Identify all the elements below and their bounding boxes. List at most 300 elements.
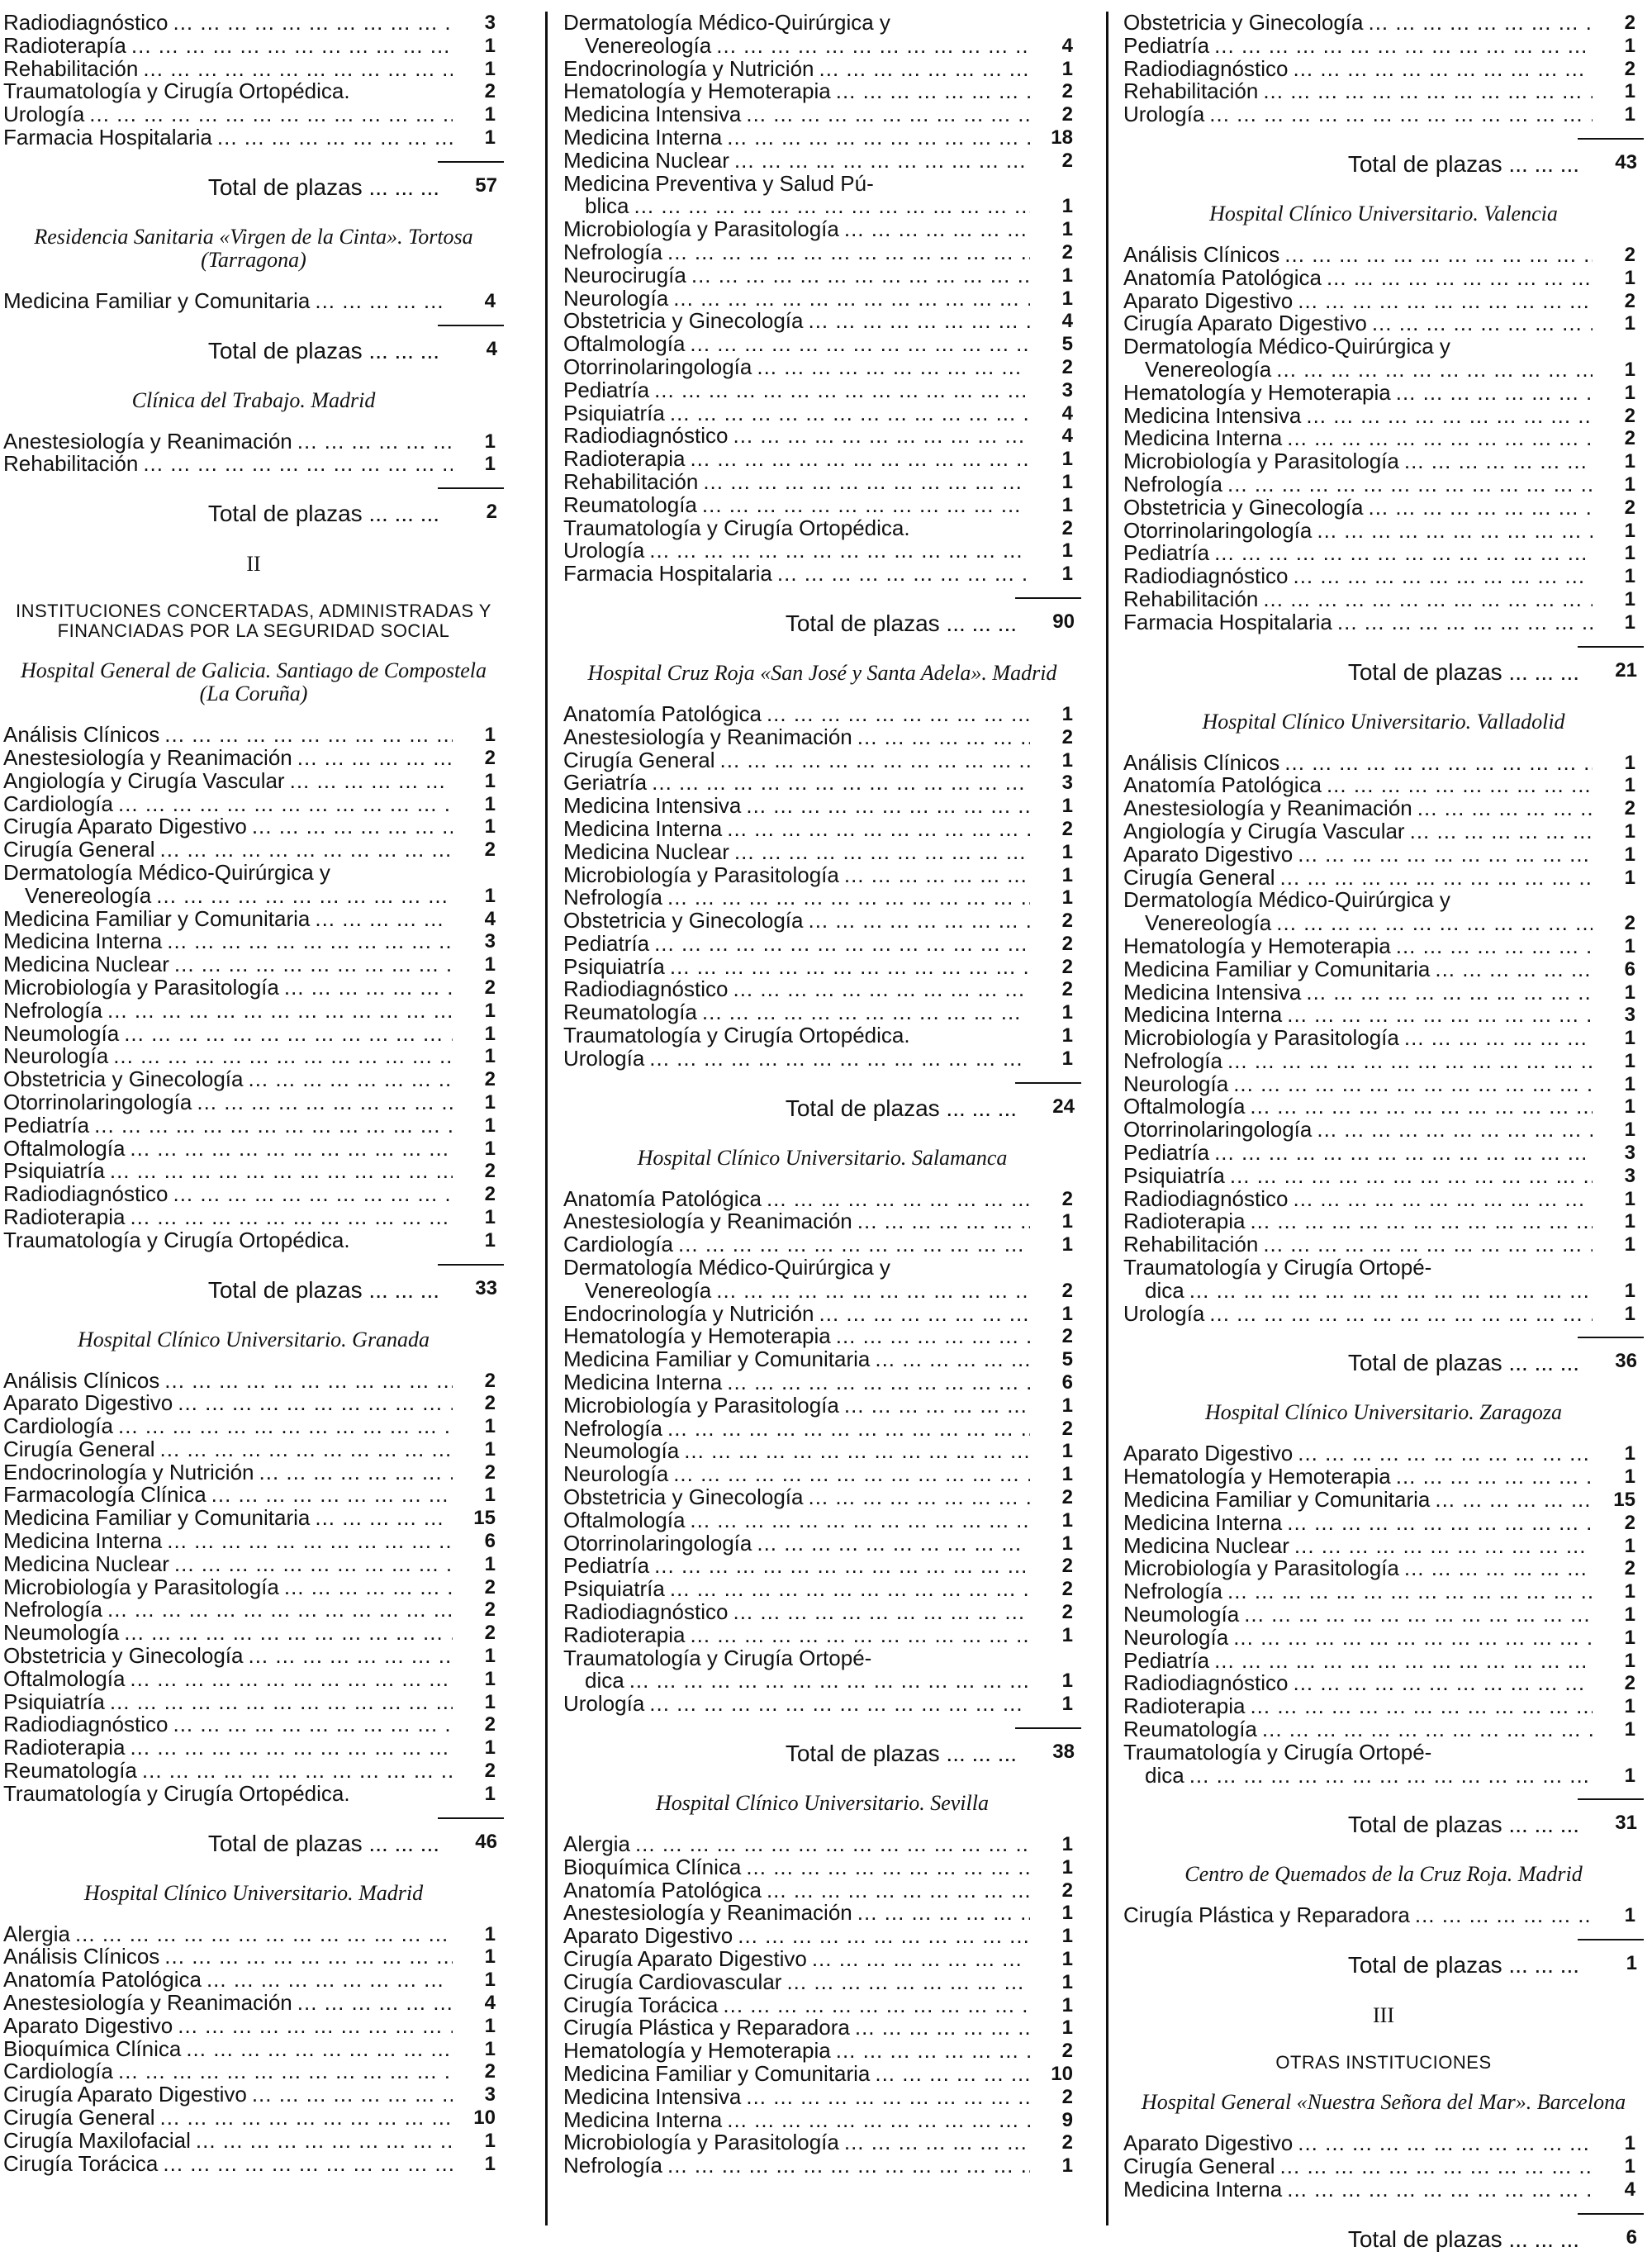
list-item (3, 1780, 504, 1806)
leader-dots (786, 1971, 1030, 1994)
list-item (563, 379, 1081, 402)
leader-dots (124, 1622, 453, 1645)
leader-dots (720, 749, 1030, 772)
leader-dots (355, 80, 453, 103)
leader-dots (156, 885, 453, 908)
total-label: Total de plazas ... ... ... (207, 1830, 439, 1856)
list-item (3, 1530, 504, 1553)
specialty-name: Cirugía Plástica y Reparadora (563, 2015, 850, 2040)
specialty-name: Urología (1123, 1300, 1205, 1326)
leader-dots (703, 471, 1030, 494)
places-count: 1 (484, 1484, 496, 1507)
specialty-name: Reumatología (563, 492, 697, 517)
specialty-name: Venereología (25, 882, 152, 908)
places-count: 5 (1061, 333, 1073, 356)
places-count: 3 (1624, 1164, 1635, 1187)
specialty-name: Radioterapia (1123, 1209, 1246, 1234)
list-item (3, 287, 504, 313)
places-count: 2 (1624, 12, 1635, 34)
list-item (3, 838, 504, 862)
list-item (1123, 1142, 1644, 1165)
leader-dots (1298, 290, 1593, 313)
leader-dots (186, 2038, 453, 2061)
specialty-name: Medicina Preventiva y Salud Pú- (563, 170, 874, 196)
list-item (563, 1348, 1081, 1371)
total-row (3, 1264, 504, 1312)
specialty-name: blica (585, 193, 629, 219)
places-count: 1 (1624, 981, 1635, 1004)
specialty-name: Pediatría (3, 1112, 90, 1138)
leader-dots (684, 1440, 1030, 1463)
places-count: 1 (1061, 840, 1073, 863)
list-item (3, 2150, 504, 2176)
places-count: 2 (1061, 1486, 1073, 1509)
hospital-heading: Hospital Clínico Universitario. Valladolid (1202, 709, 1565, 734)
hospital-heading: Clínica del Trabajo. Madrid (131, 387, 376, 412)
places-count: 3 (484, 930, 496, 953)
places-count: 2 (1624, 496, 1635, 519)
specialty-name: Dermatología Médico-Quirúrgica y (563, 10, 890, 35)
places-count: 1 (1624, 1187, 1635, 1210)
specialty-name: Anestesiología y Reanimación (1123, 796, 1412, 821)
places-count: 1 (1624, 1580, 1635, 1603)
specialty-name: Endocrinología y Nutrición (3, 1459, 254, 1484)
specialty-name: Dermatología Médico-Quirúrgica y (563, 1255, 890, 1280)
specialty-name: Aparato Digestivo (1123, 841, 1294, 867)
specialty-name: Bioquímica Clínica (3, 2035, 182, 2061)
leader-dots (1250, 1095, 1593, 1119)
list-item (1123, 611, 1644, 634)
specialty-name: Dermatología Médico-Quirúrgica y (1123, 334, 1450, 359)
specialty-name: Rehabilitación (1123, 586, 1259, 611)
list-item (3, 430, 504, 454)
leader-dots (1250, 1210, 1593, 1233)
total-label: Total de plazas ... ... ... (1347, 1952, 1579, 1978)
leader-dots (1298, 843, 1593, 867)
total-label: Total de plazas ... ... ... (785, 1741, 1017, 1766)
list-item (563, 12, 1081, 35)
list-item (1123, 2132, 1644, 2155)
places-count: 6 (1624, 957, 1635, 981)
total-value: 6 (1626, 2225, 1637, 2249)
leader-dots (173, 1713, 453, 1736)
places-count: 2 (484, 1369, 496, 1392)
leader-dots (1298, 2132, 1593, 2155)
places-count: 2 (484, 1183, 496, 1206)
specialty-name: dica (585, 1668, 624, 1693)
leader-dots (875, 1348, 1030, 1371)
leader-dots (812, 1948, 1030, 1971)
specialty-name: Radiodiagnóstico (3, 1181, 169, 1207)
leader-dots (649, 1693, 1030, 1716)
specialty-name: Análisis Clínicos (3, 1944, 160, 1969)
list-item (563, 287, 1081, 311)
list-item (3, 1992, 504, 2015)
total-value: 46 (475, 1830, 497, 1853)
specialty-name: Cirugía General (1123, 2154, 1275, 2178)
specialty-name: Endocrinología y Nutrición (563, 1300, 814, 1326)
list-item (3, 1020, 504, 1046)
places-count: 2 (484, 1392, 496, 1415)
hospital-heading: Hospital General de Galicia. Santiago de Compostela (La Coruña) (20, 658, 487, 706)
list-item (3, 1598, 504, 1622)
total-value: 90 (1052, 610, 1075, 633)
list-item (3, 2127, 504, 2153)
leader-dots (1294, 1535, 1593, 1558)
leader-dots (107, 1000, 453, 1023)
list-item (3, 1665, 504, 1691)
leader-dots (174, 1553, 453, 1576)
specialty-name: Traumatología y Cirugía Ortopé- (1123, 1255, 1432, 1280)
list-item (563, 494, 1081, 517)
list-item (563, 264, 1081, 287)
specialty-name: Pediatría (563, 1553, 650, 1579)
total-row (1123, 1939, 1644, 1987)
places-count: 1 (1061, 1233, 1073, 1256)
leader-dots (252, 2083, 453, 2107)
leader-dots (723, 1994, 1030, 2017)
list-item (3, 1229, 504, 1252)
list-item (3, 55, 504, 81)
list-item (563, 1994, 1081, 2017)
places-count: 1 (1061, 1855, 1073, 1879)
specialty-name: Venereología (1145, 910, 1272, 936)
leader-dots (217, 126, 453, 150)
specialty-name: Análisis Clínicos (1123, 241, 1280, 267)
leader-dots (733, 425, 1030, 448)
specialty-name: Aparato Digestivo (1123, 2130, 1294, 2156)
leader-dots (727, 2109, 1030, 2132)
list-item (1123, 1647, 1644, 1673)
list-item (3, 1553, 504, 1576)
places-count: 1 (1061, 1693, 1073, 1716)
total-value: 38 (1052, 1741, 1075, 1763)
leader-dots (1287, 1004, 1593, 1027)
specialty-name: Neurología (1123, 1071, 1229, 1096)
leader-dots (1227, 1050, 1593, 1073)
places-count: 2 (1061, 355, 1073, 378)
places-count: 2 (484, 1760, 496, 1783)
specialty-name: dica (1145, 1762, 1184, 1788)
list-item (563, 1233, 1081, 1256)
specialty-name: Aparato Digestivo (563, 1923, 733, 1949)
list-valladolid (1123, 749, 1644, 1326)
places-count: 4 (484, 907, 496, 930)
leader-dots (635, 1833, 1030, 1856)
leader-dots (315, 290, 453, 313)
places-count: 2 (484, 1622, 496, 1645)
specialty-name: Cirugía Aparato Digestivo (563, 1945, 807, 1971)
list-item (1123, 1185, 1644, 1211)
specialty-name: Cirugía General (3, 837, 155, 862)
leader-dots (734, 150, 1030, 173)
leader-dots (1436, 1256, 1593, 1280)
places-count: 1 (1061, 448, 1073, 471)
specialty-name: Oftalmología (563, 331, 686, 357)
section-number: III (1373, 2003, 1394, 2028)
leader-dots (1280, 2155, 1593, 2178)
list-cruzroja (563, 703, 1081, 1071)
places-count: 2 (484, 1461, 496, 1484)
list-item (3, 1945, 504, 1969)
specialty-name: Cirugía Torácica (563, 1992, 719, 2017)
leader-dots (667, 241, 1030, 264)
leader-dots (1435, 1489, 1593, 1512)
specialty-name: Medicina Familiar y Comunitaria (563, 1347, 871, 1372)
leader-dots (1396, 1465, 1593, 1489)
specialty-name: Psiquiatría (563, 400, 665, 425)
list-item (3, 12, 504, 35)
leader-dots (1404, 1557, 1593, 1580)
specialty-name: Hematología y Hemoterapia (1123, 379, 1391, 405)
leader-dots (667, 2154, 1030, 2178)
list-item (563, 356, 1081, 379)
specialty-name: Hematología y Hemoterapia (563, 1323, 831, 1349)
total-row (1123, 138, 1644, 186)
places-count: 1 (1061, 1508, 1073, 1532)
total-value: 24 (1052, 1095, 1075, 1118)
leader-dots (746, 795, 1030, 818)
specialty-name: Medicina Interna (563, 1370, 723, 1395)
specialty-name: Microbiología y Parasitología (3, 974, 279, 1000)
places-count: 1 (1624, 843, 1635, 866)
places-count: 1 (1624, 2132, 1635, 2155)
specialty-name: Medicina Nuclear (3, 1551, 169, 1576)
specialty-name: Cirugía Maxilofacial (3, 2127, 191, 2153)
leader-dots (1368, 12, 1593, 35)
list-item (563, 2109, 1081, 2132)
specialty-name: Venereología (585, 1277, 712, 1303)
list-item (1123, 103, 1644, 126)
places-count: 1 (1624, 2155, 1635, 2178)
list-item (3, 882, 504, 908)
places-count: 1 (1624, 934, 1635, 957)
leader-dots (1227, 473, 1593, 496)
total-value: 36 (1615, 1350, 1637, 1373)
specialty-name: Microbiología y Parasitología (3, 1574, 279, 1599)
places-count: 2 (1061, 978, 1073, 1001)
leader-dots (836, 2040, 1030, 2063)
leader-dots (808, 1486, 1030, 1509)
specialty-name: Urología (563, 538, 645, 563)
leader-dots (670, 1578, 1030, 1601)
specialty-name: Nefrología (563, 239, 662, 264)
list-item (3, 1135, 504, 1161)
specialty-name: Anestesiología y Reanimación (563, 724, 852, 749)
list-item (1123, 80, 1644, 103)
list-item (563, 539, 1081, 563)
specialty-name: Medicina Familiar y Comunitaria (563, 2060, 871, 2086)
list-item (3, 1645, 504, 1668)
places-count: 1 (1624, 1442, 1635, 1465)
specialty-name: Obstetricia y Ginecología (563, 308, 804, 334)
specialty-name: Farmacia Hospitalaria (3, 124, 212, 150)
places-count: 2 (1061, 516, 1073, 539)
places-count: 1 (1624, 1904, 1635, 1927)
list-item (563, 1047, 1081, 1071)
leader-dots (160, 838, 453, 862)
leader-dots (727, 818, 1030, 841)
leader-dots (1293, 1672, 1593, 1695)
list-item (563, 1277, 1081, 1303)
places-count: 1 (1624, 1233, 1635, 1256)
leader-dots (1298, 1442, 1593, 1465)
list-item (1123, 820, 1644, 843)
places-count: 2 (1624, 912, 1635, 935)
places-count: 1 (1624, 312, 1635, 335)
list-mar (1123, 2132, 1644, 2201)
list-item (563, 1256, 1081, 1280)
list-item (3, 2083, 504, 2107)
places-count: 1 (1061, 795, 1073, 818)
places-count: 1 (484, 1969, 496, 1992)
list-item (3, 453, 504, 476)
list-item (3, 724, 504, 747)
places-count: 1 (1061, 287, 1073, 310)
places-count: 1 (484, 724, 496, 747)
list-item (1123, 1532, 1644, 1558)
leader-dots (284, 976, 453, 1000)
specialty-name: Oftalmología (3, 1135, 126, 1161)
list-item (1123, 774, 1644, 797)
specialty-name: Medicina Interna (1123, 1002, 1283, 1028)
list-item (1123, 935, 1644, 958)
list-item (3, 1484, 504, 1507)
specialty-name: Nefrología (3, 997, 102, 1023)
specialty-name: Hematología y Hemoterapia (563, 2038, 831, 2064)
specialty-name: Aparato Digestivo (3, 1390, 173, 1416)
specialty-name: Radioterapia (3, 1204, 126, 1229)
leader-dots (1306, 981, 1593, 1005)
list-quemados (1123, 1904, 1644, 1927)
leader-dots (915, 517, 1030, 540)
list-item (3, 2060, 504, 2083)
leader-dots (174, 953, 453, 976)
specialty-name: Angiología y Cirugía Vascular (3, 767, 285, 793)
places-count: 2 (1061, 103, 1073, 126)
specialty-name: Anestesiología y Reanimación (563, 1900, 852, 1926)
specialty-name: Pediatría (563, 930, 650, 956)
specialty-name: Microbiología y Parasitología (1123, 1025, 1399, 1051)
list-item (1123, 542, 1644, 565)
specialty-name: Radioterapia (563, 446, 686, 472)
specialty-name: Radioterapia (1123, 1693, 1246, 1719)
places-count: 1 (1061, 863, 1073, 886)
list-item (1123, 1741, 1644, 1765)
specialty-name: Cirugía General (563, 747, 715, 772)
leader-dots (757, 1532, 1030, 1556)
list-item (1123, 1047, 1644, 1073)
specialty-name: Cirugía Aparato Digestivo (1123, 311, 1367, 336)
list-item (1123, 1442, 1644, 1465)
places-count: 1 (1061, 1993, 1073, 2016)
list-item (1123, 1904, 1644, 1927)
places-count: 2 (1624, 797, 1635, 820)
list-item (1123, 1027, 1644, 1050)
list-item (3, 1691, 504, 1714)
leader-dots (673, 287, 1030, 311)
places-count: 2 (484, 746, 496, 769)
places-count: 2 (1061, 1578, 1073, 1601)
places-count: 2 (1061, 1325, 1073, 1348)
list-item (563, 795, 1081, 818)
list-item (1123, 12, 1644, 35)
places-count: 1 (484, 769, 496, 792)
places-count: 1 (484, 1137, 496, 1160)
specialty-name: Radiodiagnóstico (563, 1599, 729, 1625)
total-value: 31 (1615, 1812, 1637, 1835)
total-label: Total de plazas ... ... ... (785, 610, 1017, 636)
leader-dots (75, 1923, 453, 1946)
places-count: 1 (1624, 1210, 1635, 1233)
specialty-name: Neurocirugía (563, 262, 686, 287)
specialty-name: Neurología (563, 285, 669, 311)
specialty-name: Rehabilitación (3, 451, 139, 477)
leader-dots (1287, 1512, 1593, 1535)
list-item (563, 978, 1081, 1001)
list-item (563, 2083, 1081, 2109)
places-count: 3 (484, 12, 496, 34)
leader-dots (89, 103, 453, 126)
leader-dots (819, 58, 1031, 81)
leader-dots (690, 1624, 1030, 1647)
places-count: 1 (484, 1022, 496, 1045)
places-count: 1 (1061, 1440, 1073, 1463)
list-item (3, 1622, 504, 1645)
places-count: 2 (1061, 149, 1073, 172)
specialty-name: Medicina Interna (3, 1528, 163, 1554)
leader-dots (297, 1992, 453, 2015)
list-item (3, 2107, 504, 2130)
places-count: 2 (484, 838, 496, 862)
specialty-name: Radioterapía (3, 32, 126, 58)
specialty-name: Radiodiagnóstico (1123, 1185, 1289, 1211)
leader-dots (94, 1114, 453, 1138)
list-item (3, 1736, 504, 1760)
leader-dots (1404, 450, 1593, 473)
list-item (563, 772, 1081, 795)
list-item (1123, 1233, 1644, 1256)
list-item (1123, 496, 1644, 520)
specialty-name: Aparato Digestivo (1123, 287, 1294, 313)
list-item (563, 333, 1081, 356)
list-item (3, 930, 504, 953)
leader-dots (895, 1256, 1030, 1280)
specialty-name: Cirugía General (3, 1436, 155, 1461)
leader-dots (1263, 80, 1593, 103)
list-item (563, 147, 1081, 173)
leader-dots (629, 1670, 1030, 1693)
specialty-name: Radiodiagnóstico (563, 423, 729, 449)
places-count: 1 (1624, 1119, 1635, 1142)
places-count: 1 (484, 1645, 496, 1668)
leader-dots (734, 841, 1030, 864)
places-count: 4 (1061, 401, 1073, 425)
leader-dots (673, 1463, 1030, 1486)
specialty-name: Medicina Interna (1123, 2176, 1283, 2202)
leader-dots (1284, 244, 1593, 267)
list-item (3, 1438, 504, 1461)
places-count: 10 (473, 2107, 496, 2130)
specialty-name: Nefrología (1123, 1579, 1222, 1604)
leader-dots (667, 1418, 1030, 1441)
specialty-name: Neumología (3, 1620, 120, 1646)
list-item (563, 448, 1081, 471)
leader-dots (1293, 58, 1593, 81)
specialty-name: Hematología y Hemoterapia (563, 78, 831, 104)
leader-dots (844, 2131, 1030, 2154)
specialty-name: Neurología (3, 1043, 109, 1069)
